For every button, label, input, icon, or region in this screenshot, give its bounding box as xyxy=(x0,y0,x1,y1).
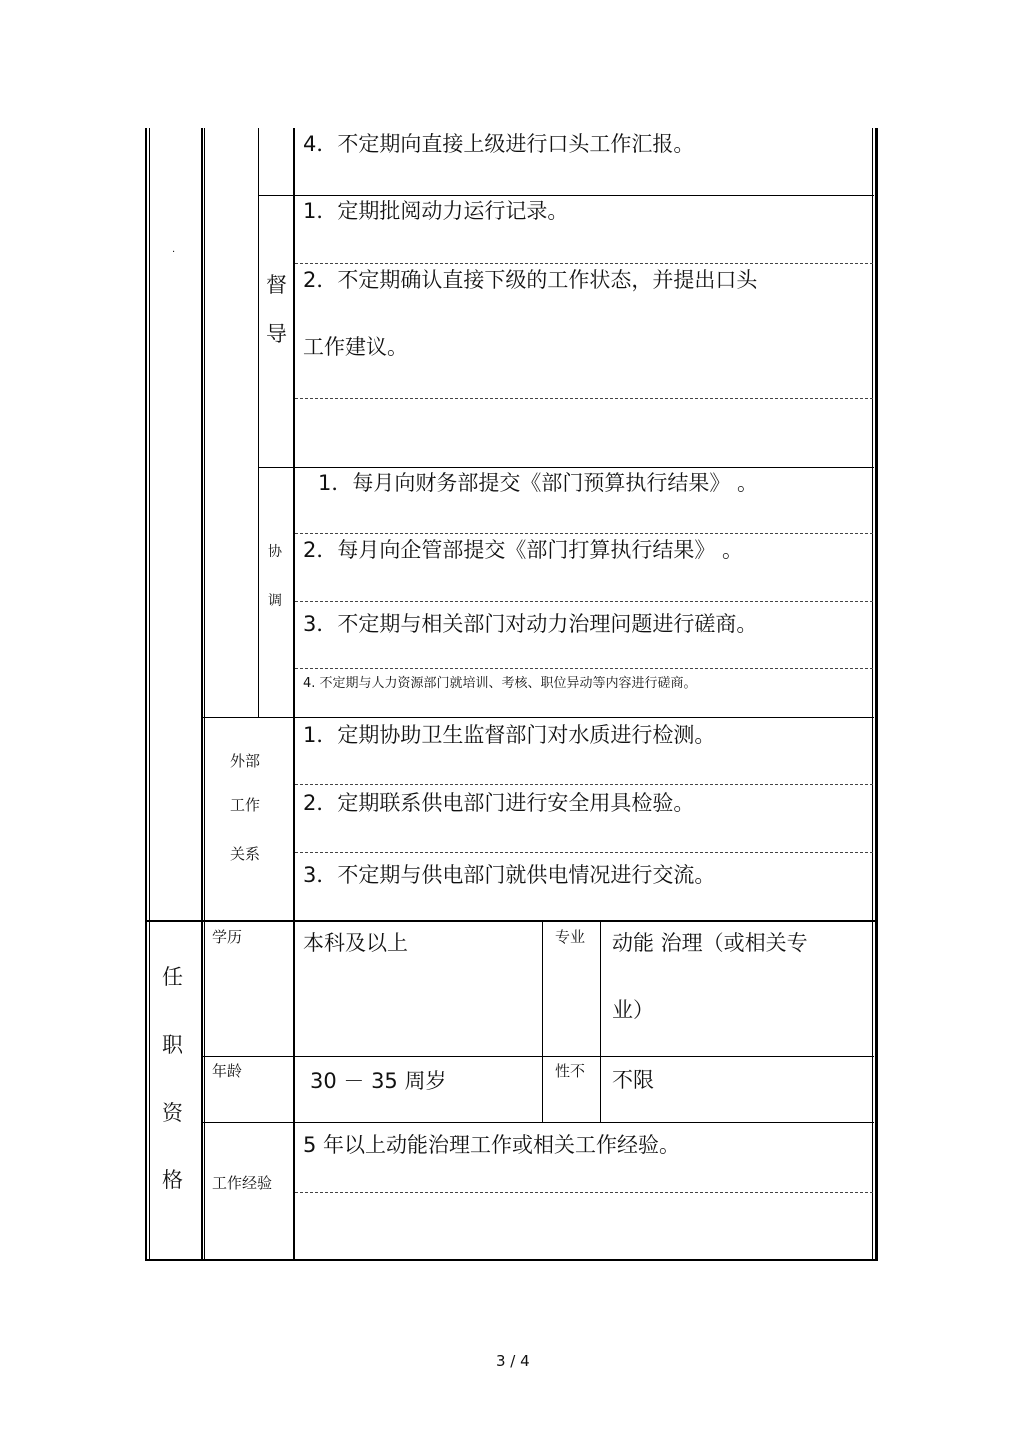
gender-value: 不限 xyxy=(612,1068,654,1092)
coordinate-item-1: 1．每月向财务部提交《部门预算执行结果》 。 xyxy=(318,471,759,495)
coordinate-item-3: 3．不定期与相关部门对动力治理问题进行磋商。 xyxy=(303,612,758,636)
major-label: 专业 xyxy=(555,928,586,946)
coordinate-label-2: 调 xyxy=(268,593,282,609)
coordinate-item-4: 4. 不定期与人力资源部门就培训、考核、职位异动等内容进行磋商。 xyxy=(303,676,697,691)
supervise-item-2-line-1: 2．不定期确认直接下级的工作状态，并提出口头 xyxy=(303,268,758,292)
supervise-item-2-line-2: 工作建议。 xyxy=(303,335,408,359)
supervise-label-1: 督 xyxy=(266,273,287,297)
external-label-2: 工作 xyxy=(230,796,261,814)
education-value: 本科及以上 xyxy=(303,931,408,955)
external-label-1: 外部 xyxy=(230,752,261,770)
gender-label: 性不 xyxy=(555,1062,586,1080)
page-number: 3 / 4 xyxy=(496,1352,530,1370)
experience-label: 工作经验 xyxy=(212,1174,273,1192)
qualification-char-4: 格 xyxy=(162,1168,183,1192)
coordinate-label-1: 协 xyxy=(268,544,282,560)
major-value-line-2: 业） xyxy=(612,998,654,1022)
external-item-2: 2．定期联系供电部门进行安全用具检验。 xyxy=(303,791,695,815)
age-value: 30 － 35 周岁 xyxy=(310,1069,447,1093)
experience-value: 5 年以上动能治理工作或相关工作经验。 xyxy=(303,1133,681,1157)
external-label-3: 关系 xyxy=(230,845,261,863)
qualification-char-2: 职 xyxy=(162,1033,183,1057)
supervise-label-2: 导 xyxy=(266,322,287,346)
education-label: 学历 xyxy=(212,928,243,946)
dot-mark: · xyxy=(172,247,176,258)
report-item-4: 4．不定期向直接上级进行口头工作汇报。 xyxy=(303,132,695,156)
qualification-char-1: 任 xyxy=(162,965,183,989)
age-label: 年龄 xyxy=(212,1062,243,1080)
coordinate-item-2: 2．每月向企管部提交《部门打算执行结果》 。 xyxy=(303,538,744,562)
qualification-char-3: 资 xyxy=(162,1101,183,1125)
external-item-1: 1．定期协助卫生监督部门对水质进行检测。 xyxy=(303,723,716,747)
major-value-line-1: 动能 治理（或相关专 xyxy=(612,931,808,955)
supervise-item-1: 1．定期批阅动力运行记录。 xyxy=(303,199,569,223)
external-item-3: 3．不定期与供电部门就供电情况进行交流。 xyxy=(303,863,716,887)
